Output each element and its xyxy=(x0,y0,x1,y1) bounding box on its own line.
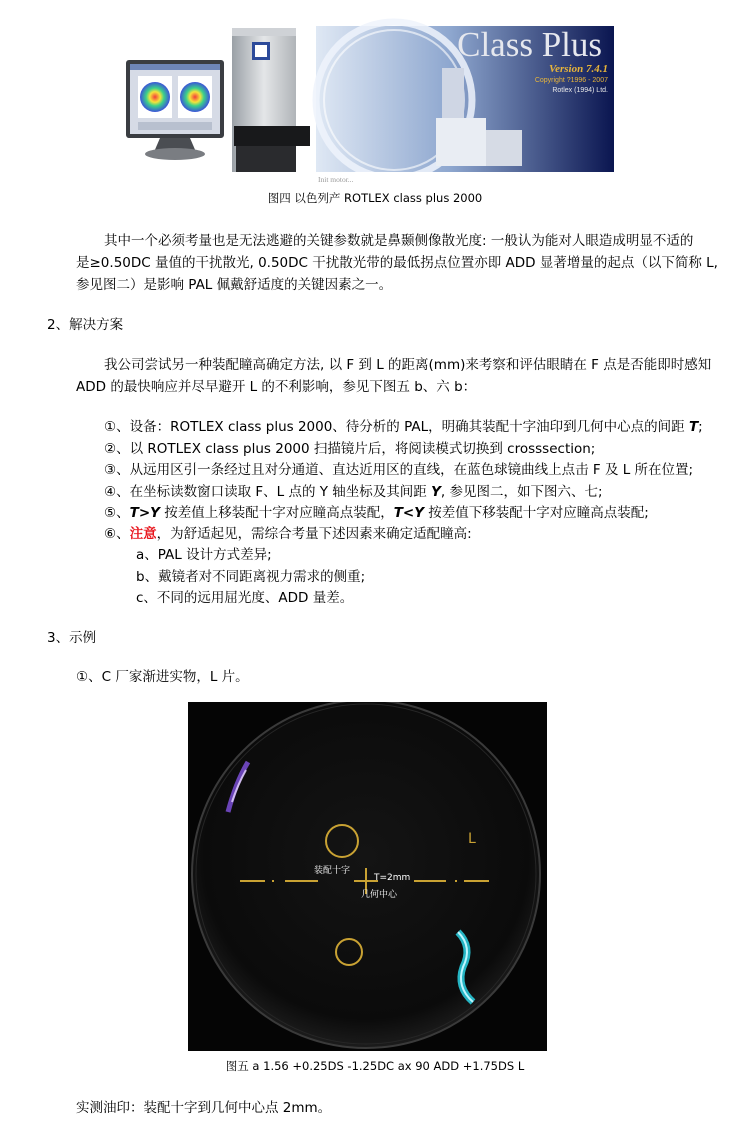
splash-status: Init motor... xyxy=(318,175,354,184)
step-4-end: , 参见图二，如下图六、七; xyxy=(440,484,603,500)
section-2-para-line-2: ADD 的最快响应并尽早避开 L 的不利影响，参见下图五 b、六 b： xyxy=(76,379,477,395)
section-2-para-line-1: 我公司尝试另一种装配瞳高确定方法, 以 F 到 L 的距离(mm)来考察和评估眼睛在 F 点是否能即时感知 xyxy=(104,357,712,373)
step-5-cond-2: T<Y xyxy=(393,505,424,521)
step-4-var: Y xyxy=(431,484,441,500)
label-geometric-center: 几何中心 xyxy=(361,890,398,900)
section-3-heading: 3、示例 xyxy=(47,630,97,646)
figure-5-lens-photo xyxy=(188,702,547,1051)
label-l: L xyxy=(468,831,476,847)
step-1 xyxy=(104,416,703,438)
step-4 xyxy=(104,481,603,503)
sub-item-a: a、PAL 设计方式差异; xyxy=(136,547,272,563)
step-1-var: T xyxy=(688,419,699,435)
monitor-graphic xyxy=(126,60,224,160)
sub-item-c: c、不同的远用屈光度、ADD 量差。 xyxy=(136,590,354,606)
step-4-text: ④、在坐标读数窗口读取 F、L 点的 Y 轴坐标及其间距 xyxy=(104,484,432,500)
intro-line-2: 是≥0.50DC 量值的干扰散光, 0.50DC 干扰散光带的最低拐点位置亦即 ADD 显著增量的起点（以下简称 L, xyxy=(76,255,718,271)
lens-graphic xyxy=(188,702,547,1051)
step-6-prefix: ⑥、 xyxy=(104,526,130,542)
step-6 xyxy=(104,523,472,545)
intro-line-3: 参见图二）是影响 PAL 佩戴舒适度的关键因素之一。 xyxy=(76,277,393,293)
splash-version: Version 7.4.1 xyxy=(549,63,608,75)
step-1-text: ①、设备：ROTLEX class plus 2000、待分析的 PAL，明确其装配十字油印到几何中心点的间距 xyxy=(104,419,689,435)
measured-result-text: 实测油印：装配十字到几何中心点 2mm。 xyxy=(76,1100,332,1116)
label-fitting-cross: 装配十字 xyxy=(314,866,351,876)
splash-copyright: Copyright ?1996 - 2007 xyxy=(534,77,608,84)
step-5-mid: 按差值上移装配十字对应瞳高点装配， xyxy=(159,505,394,521)
figure-4 xyxy=(124,18,616,190)
step-6-note: 注意 xyxy=(129,526,157,542)
splash-company: Rotlex (1994) Ltd. xyxy=(552,87,608,94)
figure-5-caption: 图五 a 1.56 +0.25DS -1.25DC ax 90 ADD +1.75DS L xyxy=(225,1059,525,1073)
step-3: ③、从远用区引一条经过且对分通道、直达近用区的直线，在蓝色球镜曲线上点击 F 及 L 所在位置; xyxy=(104,462,694,478)
label-t-distance: T=2mm xyxy=(374,873,411,883)
example-1: ①、C 厂家渐进实物，L 片。 xyxy=(76,669,249,685)
step-5 xyxy=(104,502,649,524)
rotlex-device-illustration xyxy=(124,18,616,190)
step-2: ②、以 ROTLEX class plus 2000 扫描镜片后，将阅读模式切换到 crosssection; xyxy=(104,441,596,457)
intro-line-1: 其中一个必须考量也是无法逃避的关键参数就是鼻颞侧像散光度: 一般认为能对人眼造成明显不适的 xyxy=(104,233,694,249)
step-5-cond-1: T>Y xyxy=(129,505,160,521)
sub-item-b: b、戴镜者对不同距离视力需求的侧重; xyxy=(136,569,366,585)
splash-title: Class Plus xyxy=(457,25,602,64)
step-6-end: ，为舒适起见，需综合考量下述因素来确定适配瞳高: xyxy=(156,526,472,542)
figure-4-caption: 图四 以色列产 ROTLEX class plus 2000 xyxy=(267,191,483,205)
step-5-prefix: ⑤、 xyxy=(104,505,130,521)
scanner-tower-graphic xyxy=(232,28,310,172)
step-5-end: 按差值下移装配十字对应瞳高点装配; xyxy=(424,505,649,521)
section-2-heading: 2、解决方案 xyxy=(47,317,124,333)
step-1-end: ; xyxy=(698,419,703,435)
